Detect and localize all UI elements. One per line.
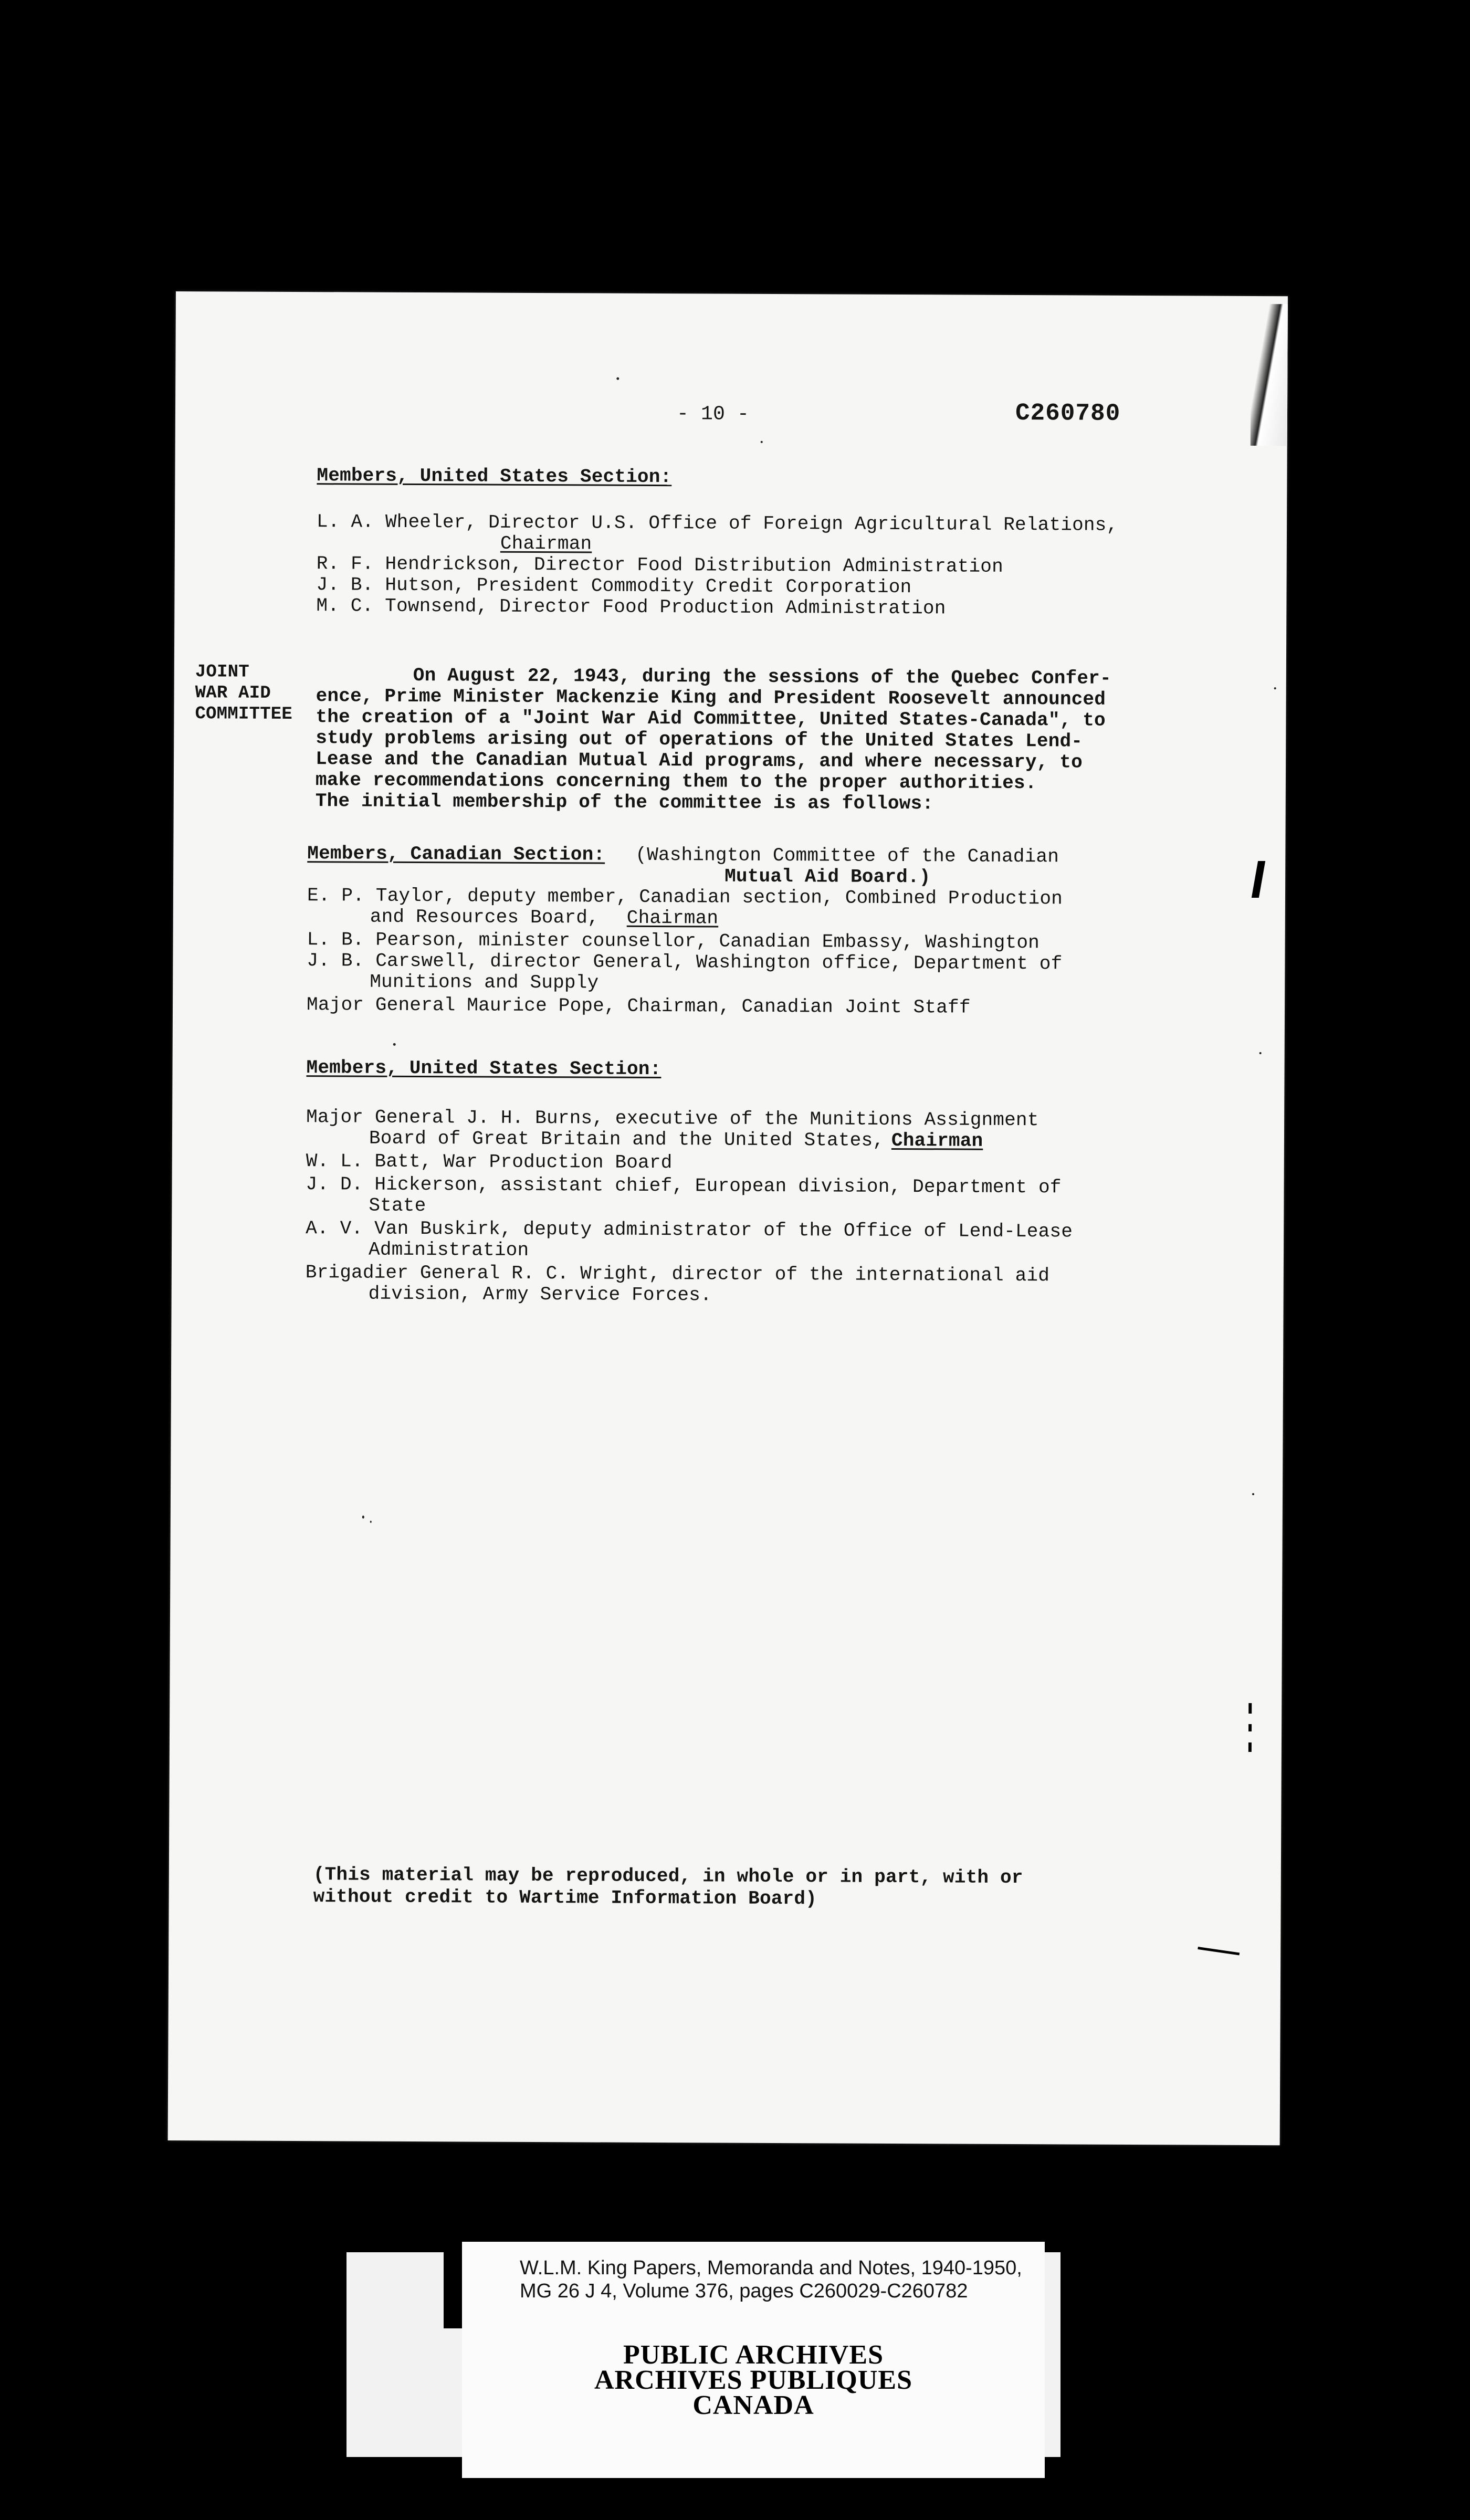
- member-line: R. F. Hendrickson, Director Food Distribution Administration: [316, 553, 1004, 578]
- folded-page-corner: [1251, 304, 1288, 446]
- paragraph-line: ence, Prime Minister Mackenzie King and President Roosevelt announced: [316, 685, 1106, 710]
- member-line: W. L. Batt, War Production Board: [306, 1150, 673, 1174]
- us-section-heading: Members, United States Section:: [306, 1057, 662, 1080]
- scan-speck: [362, 1516, 364, 1519]
- member-line: Administration: [368, 1238, 529, 1261]
- scan-mark: [1248, 1742, 1252, 1752]
- side-label-committee: COMMITTEE: [195, 704, 293, 724]
- member-line: J. D. Hickerson, assistant chief, European division, Department of: [306, 1173, 1062, 1199]
- scan-speck: [370, 1521, 372, 1523]
- member-line: E. P. Taylor, deputy member, Canadian section, Combined Production: [307, 885, 1063, 910]
- member-line: and Resources Board,: [370, 906, 611, 929]
- scan-mark: [1248, 1724, 1252, 1731]
- member-line: division, Army Service Forces.: [368, 1283, 712, 1306]
- canadian-section-heading: Members, Canadian Section:: [307, 843, 605, 866]
- paragraph-line: Lease and the Canadian Mutual Aid programs, and where necessary, to: [316, 748, 1083, 773]
- reproduction-note: (This material may be reproduced, in whole or in part, with or: [313, 1864, 1023, 1889]
- archive-title: PUBLIC ARCHIVES: [623, 2340, 884, 2370]
- chairman-label: Chairman: [891, 1129, 983, 1152]
- scan-mark: [1248, 1703, 1252, 1714]
- paragraph-line: study problems arising out of operations of the United States Lend-: [316, 727, 1083, 752]
- document-page: [168, 291, 1288, 2145]
- canadian-section-note: Mutual Aid Board.): [724, 865, 931, 888]
- scan-speck: [616, 377, 619, 380]
- side-label-joint: JOINT: [195, 662, 249, 682]
- scan-speck: [1274, 687, 1276, 689]
- member-line: L. B. Pearson, minister counsellor, Canadian Embassy, Washington: [307, 929, 1040, 954]
- member-line: A. V. Van Buskirk, deputy administrator of the Office of Lend-Lease: [306, 1217, 1073, 1243]
- member-line: Brigadier General R. C. Wright, director of the international aid: [305, 1262, 1050, 1287]
- member-line: Munitions and Supply: [370, 971, 599, 994]
- member-line: L. A. Wheeler, Director U.S. Office of Foreign Agricultural Relations,: [316, 511, 1118, 536]
- archive-reference: W.L.M. King Papers, Memoranda and Notes, 1940-1950,: [520, 2257, 1022, 2279]
- paragraph-line: make recommendations concerning them to the proper authorities.: [315, 769, 1037, 794]
- page-number: - 10 -: [676, 403, 750, 426]
- member-line: Board of Great Britain and the United States,: [369, 1127, 896, 1151]
- us-section-heading: Members, United States Section:: [317, 465, 672, 488]
- paragraph-line: On August 22, 1943, during the sessions of the Quebec Confer-: [413, 664, 1111, 689]
- scan-speck: [1252, 1493, 1254, 1495]
- scan-speck: [761, 441, 763, 443]
- canadian-section-note: (Washington Committee of the Canadian: [635, 844, 1059, 868]
- member-line: Major General Maurice Pope, Chairman, Canadian Joint Staff: [306, 994, 971, 1018]
- reproduction-note: without credit to Wartime Information Board): [313, 1886, 817, 1910]
- archive-title: CANADA: [692, 2390, 814, 2420]
- chairman-label: Chairman: [626, 907, 719, 929]
- member-line: M. C. Townsend, Director Food Production Administration: [316, 595, 946, 620]
- pencil-stroke: [1198, 1947, 1240, 1955]
- archive-title: ARCHIVES PUBLIQUES: [594, 2365, 913, 2395]
- side-label-war-aid: WAR AID: [195, 683, 271, 704]
- document-id: C260780: [1015, 399, 1121, 427]
- member-line: State: [369, 1194, 426, 1217]
- scan-speck: [1259, 1052, 1262, 1054]
- member-line: J. B. Hutson, President Commodity Credit Corporation: [316, 574, 912, 598]
- scan-speck: [393, 1043, 396, 1046]
- archive-reference: MG 26 J 4, Volume 376, pages C260029-C260782: [520, 2280, 968, 2302]
- paragraph-line: the creation of a "Joint War Aid Committee, United States-Canada", to: [316, 706, 1106, 731]
- paragraph-line: The initial membership of the committee is as follows:: [315, 790, 934, 815]
- chairman-label: Chairman: [500, 532, 592, 555]
- member-line: J. B. Carswell, director General, Washington office, Department of: [307, 950, 1063, 975]
- member-line: Major General J. H. Burns, executive of the Munitions Assignment: [306, 1106, 1039, 1131]
